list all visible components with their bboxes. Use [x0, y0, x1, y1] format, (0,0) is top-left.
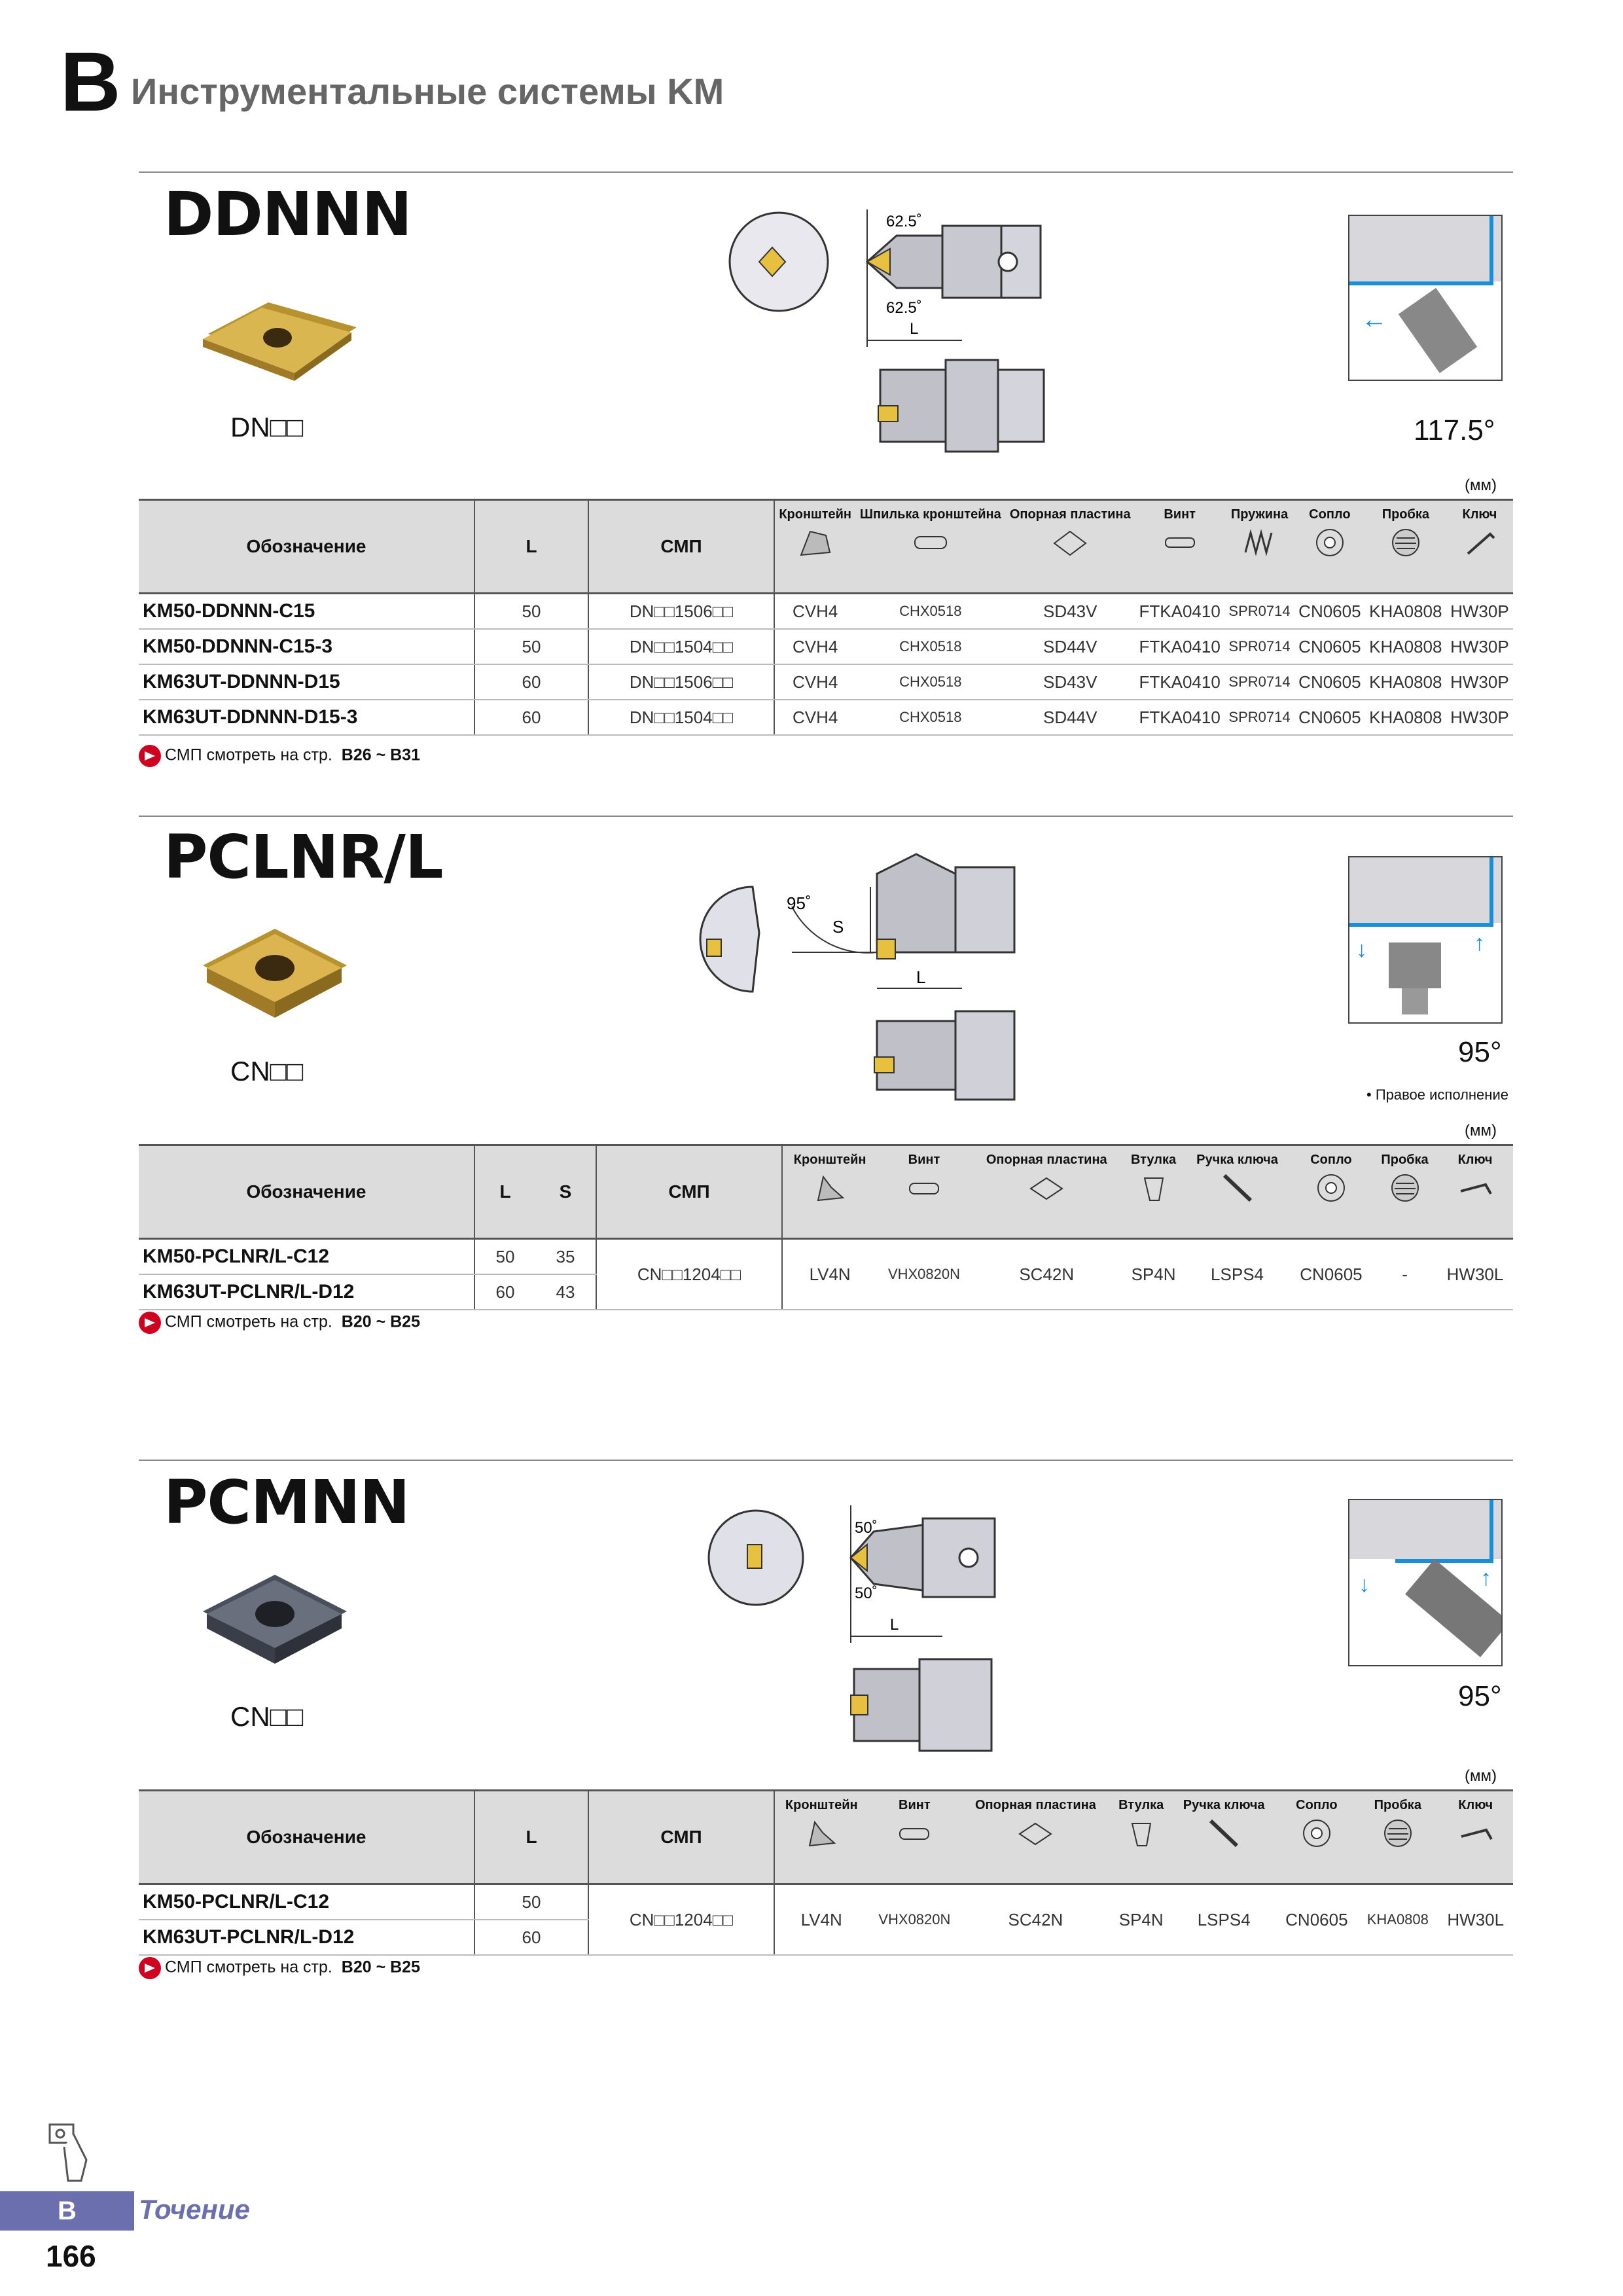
application-diagram: ↓ ↑ [1348, 1499, 1503, 1666]
page-number: 166 [46, 2239, 96, 2273]
chapter-letter: B [60, 35, 121, 129]
col-part: Опорная пластина [961, 1791, 1110, 1884]
section-divider [139, 171, 1513, 173]
angle-label: 50˚ [855, 1519, 878, 1537]
col-part: Ключ [1446, 500, 1513, 594]
col-part: Винт [1135, 500, 1224, 594]
technical-drawing [661, 848, 1060, 1116]
col-part: Винт [868, 1791, 961, 1884]
col-part: Опорная пластина [971, 1145, 1122, 1239]
col-part: Сопло [1294, 500, 1365, 594]
col-part: Втулка [1111, 1791, 1172, 1884]
arrow-right-icon [139, 1957, 161, 1979]
dimension-label: L [890, 1616, 899, 1634]
insert-image [196, 1566, 353, 1677]
arrow-right-icon [139, 745, 161, 767]
col-insert: СМП [588, 500, 774, 594]
hand-note: • Правое исполнение [1366, 1086, 1508, 1103]
col-insert: СМП [596, 1145, 782, 1239]
angle-label: 62.5˚ [886, 213, 922, 230]
table-row: KM63UT-PCLNR/L-D12 60 43 [139, 1274, 1513, 1310]
col-part: Кронштейн [782, 1145, 877, 1239]
section-divider [139, 816, 1513, 817]
col-L: L [474, 500, 588, 594]
section-code: DDNNN [164, 179, 412, 249]
insert-page-reference[interactable]: СМП смотреть на стр. B20 ~ B25 [139, 1957, 420, 1979]
units-label: (мм) [1465, 476, 1497, 494]
table-row: KM50-PCLNR/L-C12 50 35 CN□□1204□□ LV4N VHX0820N SC42N SP4N LSPS4 CN0605 - HW30L [139, 1239, 1513, 1275]
col-part: Сопло [1290, 1145, 1372, 1239]
col-insert: СМП [588, 1791, 774, 1884]
insert-image [196, 920, 353, 1031]
approach-angle: 95° [1458, 1036, 1502, 1068]
col-part: Пробка [1365, 500, 1446, 594]
col-part: Кронштейн [774, 1791, 868, 1884]
col-part: Втулка [1122, 1145, 1185, 1239]
col-part: Пробка [1357, 1791, 1438, 1884]
col-part: Кронштейн [774, 500, 855, 594]
technical-drawing [726, 196, 1054, 465]
col-designation: Обозначение [139, 500, 474, 594]
col-part: Сопло [1276, 1791, 1358, 1884]
section-divider [139, 1460, 1513, 1461]
application-diagram: ← [1348, 215, 1503, 381]
col-L: L [474, 1791, 588, 1884]
table-row: KM63UT-DDNNN-D15-3 60 DN□□1504□□ CVH4 CHX0518 SD44V FTKA0410 SPR0714 CN0605 KHA0808 HW30P [139, 700, 1513, 735]
chapter-name: Точение [139, 2194, 250, 2225]
angle-label: 95˚ [787, 893, 812, 913]
col-part: Ручка ключа [1185, 1145, 1290, 1239]
technical-drawing [707, 1499, 1034, 1767]
col-part: Опорная пластина [1005, 500, 1135, 594]
col-designation: Обозначение [139, 1145, 474, 1239]
col-designation: Обозначение [139, 1791, 474, 1884]
insert-page-reference[interactable]: СМП смотреть на стр. B26 ~ B31 [139, 745, 420, 767]
spec-table [139, 1789, 1513, 1956]
table-row: KM63UT-DDNNN-D15 60 DN□□1506□□ CVH4 CHX0518 SD43V FTKA0410 SPR0714 CN0605 KHA0808 HW30P [139, 664, 1513, 700]
table-row: KM50-DDNNN-C15 50 DN□□1506□□ CVH4 CHX0518 SD43V FTKA0410 SPR0714 CN0605 KHA0808 HW30P [139, 594, 1513, 630]
col-part: Винт [877, 1145, 971, 1239]
col-S: S [535, 1145, 596, 1239]
dimension-label: L [910, 320, 919, 338]
table-row: KM50-PCLNR/L-C12 50 CN□□1204□□ LV4N VHX0820N SC42N SP4N LSPS4 CN0605 KHA0808 HW30L [139, 1884, 1513, 1920]
insert-page-reference[interactable]: СМП смотреть на стр. B20 ~ B25 [139, 1312, 420, 1334]
dimension-label: S [832, 917, 844, 937]
table-row: KM63UT-PCLNR/L-D12 60 [139, 1920, 1513, 1955]
chapter-title: Инструментальные системы KM [131, 71, 724, 112]
insert-shape-label: CN□□ [230, 1701, 304, 1732]
angle-label: 50˚ [855, 1585, 878, 1602]
units-label: (мм) [1465, 1122, 1497, 1139]
angle-label: 62.5˚ [886, 299, 922, 317]
col-part: Шпилька кронштейна [855, 500, 1005, 594]
application-diagram: ↓ ↑ [1348, 856, 1503, 1024]
section-code: PCMNN [164, 1467, 410, 1537]
col-part: Ключ [1438, 1791, 1513, 1884]
arrow-right-icon [139, 1312, 161, 1334]
spec-table [139, 499, 1513, 736]
spec-table [139, 1144, 1513, 1310]
col-part: Пружина [1224, 500, 1294, 594]
section-code: PCLNR/L [164, 822, 443, 892]
chapter-badge: B [0, 2191, 134, 2231]
insert-shape-label: DN□□ [230, 412, 304, 442]
dimension-label: L [916, 967, 926, 987]
col-L: L [474, 1145, 535, 1239]
col-part: Ключ [1437, 1145, 1513, 1239]
insert-shape-label: CN□□ [230, 1056, 304, 1086]
approach-angle: 95° [1458, 1680, 1502, 1712]
table-row: KM50-DDNNN-C15-3 50 DN□□1504□□ CVH4 CHX0518 SD44V FTKA0410 SPR0714 CN0605 KHA0808 HW30P [139, 629, 1513, 664]
insert-image [196, 288, 360, 386]
approach-angle: 117.5° [1414, 414, 1495, 446]
units-label: (мм) [1465, 1767, 1497, 1785]
turning-tool-icon [45, 2121, 97, 2186]
col-part: Ручка ключа [1172, 1791, 1276, 1884]
col-part: Пробка [1372, 1145, 1437, 1239]
